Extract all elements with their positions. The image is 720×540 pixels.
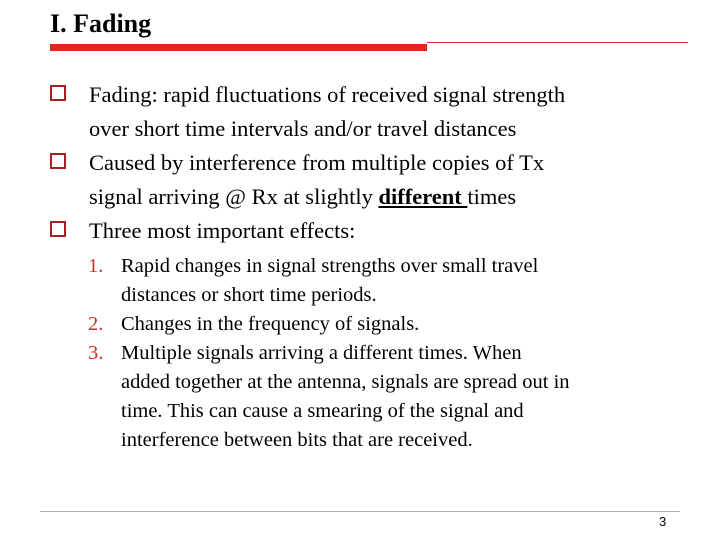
effect-line: added together at the antenna, signals are spread out in — [121, 371, 570, 393]
effect-number: 2. — [88, 313, 104, 335]
slide-title: I. Fading — [50, 9, 152, 38]
bullet-item-cause — [50, 146, 700, 214]
footer-divider — [40, 511, 680, 512]
bullet-line: Three most important effects: — [89, 218, 356, 243]
effect-line: Rapid changes in signal strengths over small travel — [121, 255, 539, 277]
effect-number: 1. — [88, 255, 104, 277]
effects-list — [88, 252, 698, 455]
effect-item-3 — [88, 339, 698, 455]
bullet-line: Caused by interference from multiple copies of Tx — [89, 150, 545, 175]
effect-item-1 — [88, 252, 698, 310]
bullet-line: over short time intervals and/or travel distances — [89, 116, 517, 141]
effect-line: interference between bits that are received. — [121, 429, 473, 451]
bullet-line — [89, 180, 700, 214]
page-number: 3 — [659, 514, 667, 529]
title-underline — [50, 42, 688, 52]
emphasized-word: different — [378, 184, 468, 209]
effect-line: Changes in the frequency of signals. — [121, 313, 420, 335]
bullet-text: times — [467, 184, 517, 209]
checkbox-bullet-icon — [50, 85, 66, 101]
title-underline-red-bar — [50, 44, 427, 51]
bullet-line: Fading: rapid fluctuations of received signal strength — [89, 82, 566, 107]
effect-item-2 — [88, 310, 698, 339]
bullet-item-fading-definition — [50, 78, 700, 146]
effect-line: Multiple signals arriving a different times. When — [121, 342, 522, 364]
checkbox-bullet-icon — [50, 153, 66, 169]
bullet-text: signal arriving @ Rx at slightly — [89, 184, 379, 209]
effect-line: time. This can cause a smearing of the signal and — [121, 400, 524, 422]
title-underline-thin-line — [427, 42, 688, 43]
effect-number: 3. — [88, 342, 104, 364]
bullet-list — [50, 78, 700, 248]
checkbox-bullet-icon — [50, 221, 66, 237]
bullet-item-effects-intro — [50, 214, 700, 248]
effect-line: distances or short time periods. — [121, 284, 377, 306]
